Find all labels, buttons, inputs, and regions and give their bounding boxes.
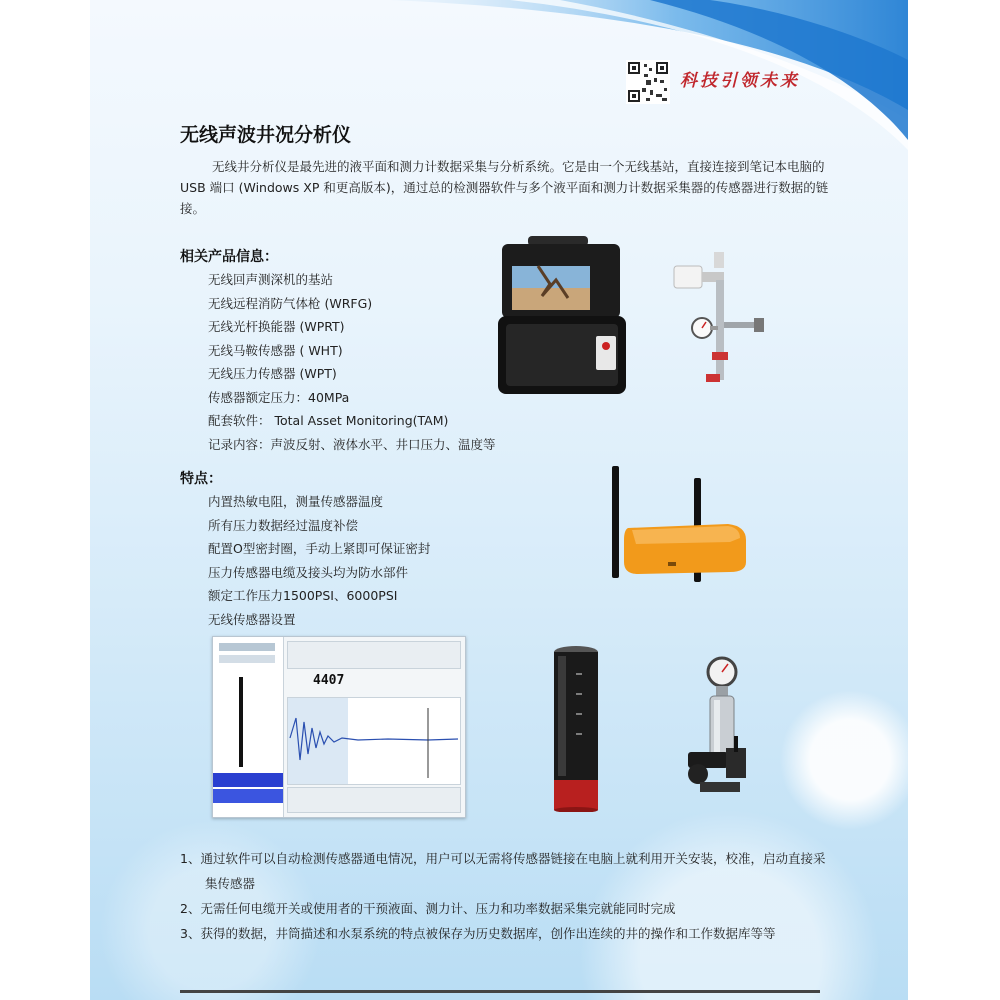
list-item: 无线光杆换能器 (WPRT) bbox=[208, 319, 345, 334]
note-item: 2、无需任何电缆开关或使用者的干预液面、测力计、压力和功率数据采集完就能同时完成 bbox=[180, 901, 676, 916]
features-list bbox=[208, 490, 430, 631]
list-item: 无线马鞍传感器 ( WHT) bbox=[208, 342, 343, 358]
note-item: 1、通过软件可以自动检测传感器通电情况，用户可以无需将传感器链接在电脑上就利用开关安装，校准，启动直接采集传感器 bbox=[180, 851, 826, 891]
cylindrical-sensor-image bbox=[552, 644, 600, 812]
list-item: 传感器额定压力：40MPa bbox=[208, 389, 350, 405]
list-item: 无线回声测深机的基站 bbox=[208, 272, 334, 287]
gauge-sensor-image bbox=[678, 656, 758, 806]
related-list bbox=[208, 268, 496, 456]
intro-paragraph: 无线井分析仪是最先进的液平面和测力计数据采集与分析系统。它是由一个无线基站，直接连接到笔记本电脑的 USB 端口 (Windows XP 和更高版本)，通过总的检测器软件与多个液平面和测力计数据采集器的传感器进行数据的链接。 bbox=[180, 159, 829, 216]
list-item: 无线压力传感器 (WPT) bbox=[208, 366, 337, 381]
note-item: 3、获得的数据，井筒描述和水泵系统的特点被保存为历史数据库，创作出连续的井的操作和工作数据库等等 bbox=[180, 926, 776, 941]
list-item: 所有压力数据经过温度补偿 bbox=[208, 517, 359, 533]
software-screenshot bbox=[212, 636, 466, 818]
list-item: 配置O型密封圈，手动上紧即可保证密封 bbox=[208, 541, 431, 556]
list-item: 额定工作压力1500PSI、6000PSI bbox=[208, 588, 398, 603]
brochure-page bbox=[90, 0, 908, 1000]
page-title: 无线声波井况分析仪 bbox=[180, 124, 352, 146]
slogan: 科技引领未来 bbox=[680, 71, 800, 91]
list-item: 压力传感器电缆及接头均为防水部件 bbox=[208, 564, 409, 580]
screenshot-statusbar bbox=[287, 787, 461, 813]
screenshot-toolbar bbox=[287, 641, 461, 669]
screenshot-sidebar bbox=[213, 637, 284, 817]
wireless-base-station-image bbox=[610, 466, 750, 586]
list-item: 配套软件： Total Asset Monitoring(TAM) bbox=[208, 413, 449, 428]
screenshot-readout: 4407 bbox=[313, 673, 345, 688]
list-item: 内置热敏电阻，测量传感器温度 bbox=[208, 494, 384, 509]
features-heading: 特点： bbox=[180, 471, 222, 487]
list-item: 无线传感器设置 bbox=[208, 611, 296, 627]
notes-list bbox=[180, 846, 830, 946]
qr-code-icon bbox=[626, 60, 670, 104]
related-heading: 相关产品信息： bbox=[180, 249, 278, 265]
bottom-divider bbox=[180, 990, 820, 993]
screenshot-waveform-plot bbox=[287, 697, 461, 785]
list-item: 记录内容：声波反射、液体水平、井口压力、温度等 bbox=[208, 436, 496, 452]
pressure-gauge-valve-image bbox=[666, 252, 766, 392]
list-item: 无线远程消防气体枪 (WRFG) bbox=[208, 295, 373, 311]
carrying-case-image bbox=[498, 236, 626, 396]
